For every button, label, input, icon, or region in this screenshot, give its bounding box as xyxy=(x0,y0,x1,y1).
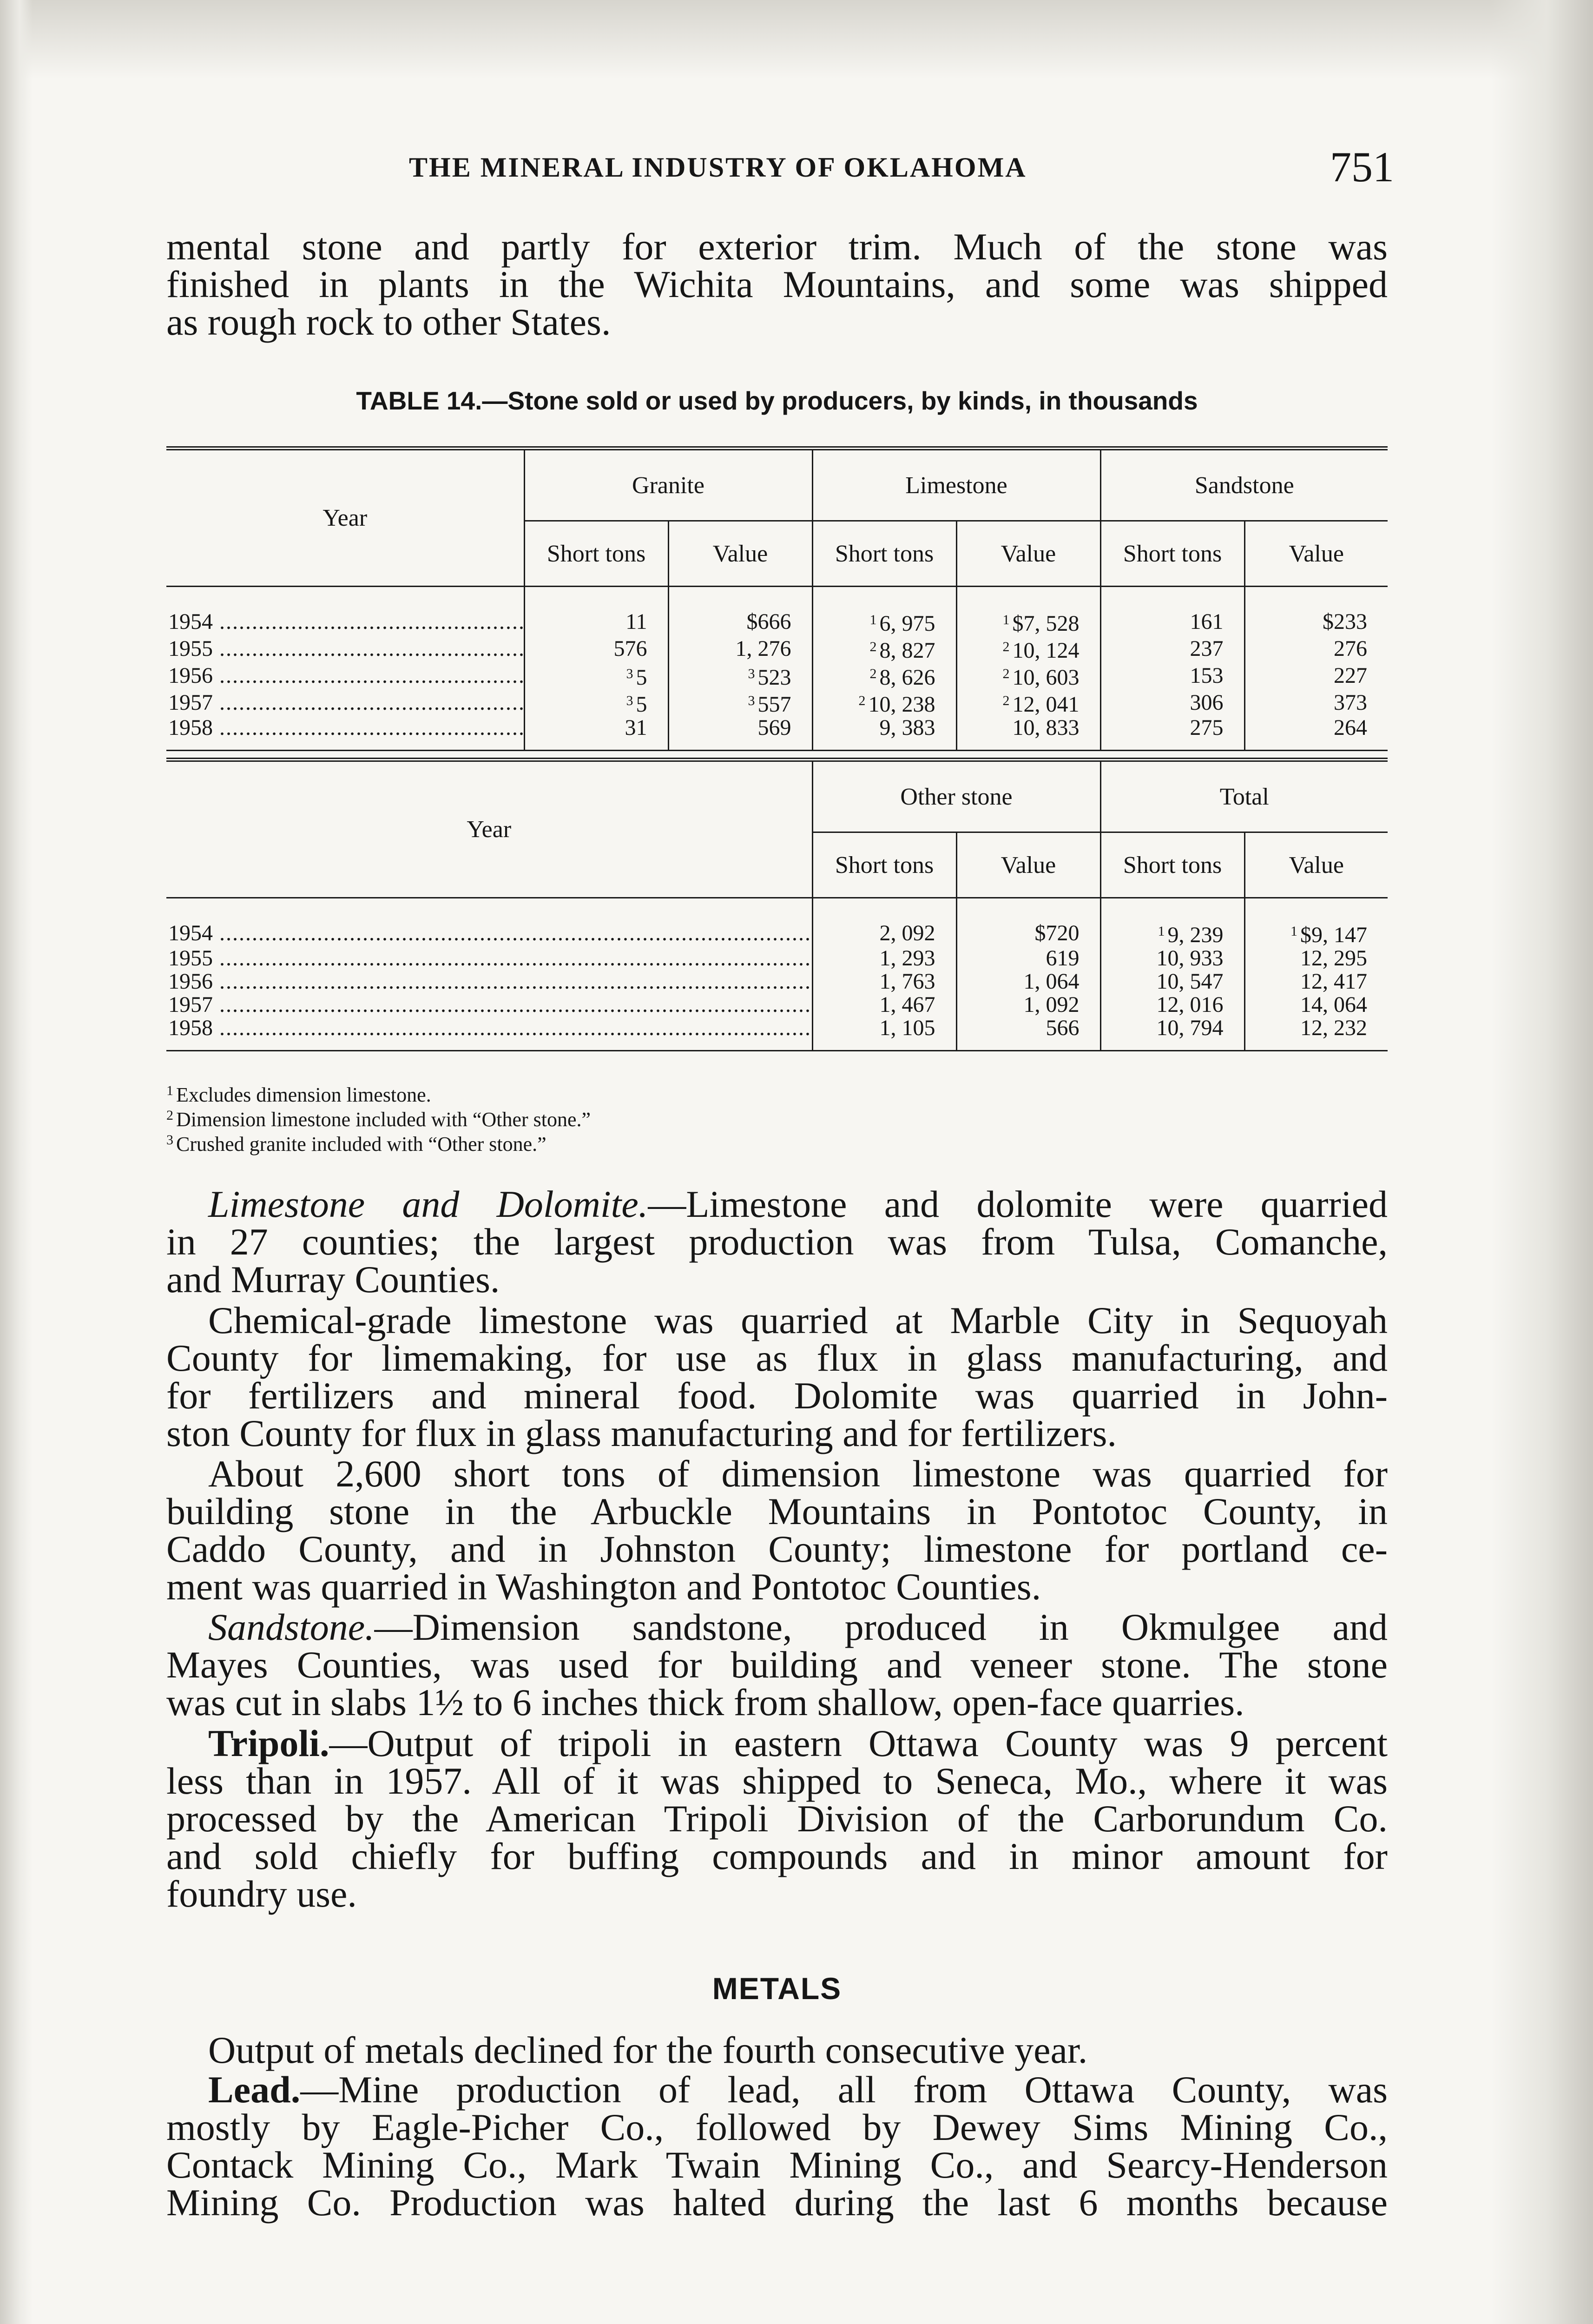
footnote-text: Crushed granite included with “Other stone.” xyxy=(176,1133,546,1155)
value-cell xyxy=(812,947,956,970)
run-in-heading: Tripoli. xyxy=(208,1722,329,1764)
page-left-edge-shadow xyxy=(0,0,33,2324)
value-cell xyxy=(956,716,1100,751)
footnote-ref: 2 xyxy=(858,693,866,708)
group-header-granite: Granite xyxy=(524,449,812,521)
value-cell xyxy=(812,635,956,662)
page-top-shadow xyxy=(0,0,1593,79)
value-cell xyxy=(956,662,1100,689)
cell-value: 1, 293 xyxy=(879,946,935,971)
text-fragment: —Output of tripoli in eastern Ottawa County was 9 percent xyxy=(329,1722,1388,1764)
value-cell xyxy=(812,716,956,751)
cell-value: 161 xyxy=(1190,609,1224,634)
text-line: County for limemaking, for use as flux in glass manufacturing, and xyxy=(166,1337,1388,1379)
value-cell xyxy=(956,947,1100,970)
text-line: Output of metals declined for the fourth consecutive year. xyxy=(208,2029,1088,2071)
value-cell xyxy=(812,587,956,636)
year-cell: 1954 ..... xyxy=(166,587,524,636)
table-row xyxy=(166,1017,1388,1051)
year-cell: 1956 ..... xyxy=(166,970,812,993)
table-row xyxy=(166,947,1388,970)
value-cell xyxy=(668,662,812,689)
text-line: building stone in the Arbuckle Mountains in Pontotoc County, in xyxy=(166,1490,1388,1532)
table-footnotes xyxy=(166,1081,591,1155)
value-cell xyxy=(1100,689,1244,716)
text-fragment: —Limestone and dolomite were quarried xyxy=(648,1183,1388,1225)
year-cell: 1957 ..... xyxy=(166,689,524,716)
table-row xyxy=(166,970,1388,993)
table-row xyxy=(166,587,1388,636)
value-cell xyxy=(812,662,956,689)
run-in-heading: Limestone and Dolomite. xyxy=(208,1183,648,1225)
cell-value: $233 xyxy=(1323,609,1368,634)
value-cell xyxy=(668,587,812,636)
cell-value: 9, 239 xyxy=(1167,923,1224,947)
cell-value: $9, 147 xyxy=(1300,923,1368,947)
year-cell: 1954 ..... xyxy=(166,898,812,947)
column-header: Short tons xyxy=(812,832,956,898)
text-line xyxy=(166,1185,1388,1223)
text-line: finished in plants in the Wichita Mountains, and some was shipped xyxy=(166,263,1388,305)
column-header: Value xyxy=(1244,832,1388,898)
group-header-other-stone: Other stone xyxy=(812,760,1100,832)
footnote-text: Dimension limestone included with “Other stone.” xyxy=(176,1108,591,1131)
column-header: Short tons xyxy=(1100,521,1244,587)
column-header: Value xyxy=(1244,521,1388,587)
text-line: About 2,600 short tons of dimension limestone was quarried for xyxy=(208,1452,1388,1495)
column-header: Value xyxy=(956,521,1100,587)
value-cell xyxy=(812,993,956,1017)
value-cell xyxy=(1244,587,1388,636)
value-cell xyxy=(1100,993,1244,1017)
sandstone-paragraph xyxy=(166,1608,1388,1721)
footnote-ref: 3 xyxy=(626,666,633,681)
cell-value: 10, 238 xyxy=(868,692,935,717)
page-number: 751 xyxy=(1330,143,1394,191)
table-row xyxy=(166,716,1388,751)
cell-value: 1, 276 xyxy=(735,636,791,661)
footnote-ref: 1 xyxy=(1158,924,1165,939)
year-header: Year xyxy=(166,760,812,898)
text-line: less than in 1957. All of it was shipped to Seneca, Mo., where it was xyxy=(166,1760,1388,1802)
value-cell xyxy=(524,635,668,662)
value-cell xyxy=(956,898,1100,947)
text-line: foundry use. xyxy=(166,1873,357,1915)
value-cell xyxy=(956,635,1100,662)
metals-heading: METALS xyxy=(712,1971,842,2006)
cell-value: 264 xyxy=(1334,715,1368,740)
cell-value: 1, 092 xyxy=(1023,992,1080,1017)
value-cell xyxy=(1244,993,1388,1017)
run-in-heading: Lead. xyxy=(208,2068,301,2111)
cell-value: 306 xyxy=(1190,690,1224,715)
value-cell xyxy=(956,993,1100,1017)
cell-value: 557 xyxy=(757,692,791,717)
cell-value: 6, 975 xyxy=(879,611,935,636)
text-line: ment was quarried in Washington and Pontotoc Counties. xyxy=(166,1565,1041,1608)
cell-value: 237 xyxy=(1190,636,1224,661)
value-cell xyxy=(1100,587,1244,636)
value-cell xyxy=(812,1017,956,1051)
lead-paragraph xyxy=(166,2068,1388,2224)
table-caption: TABLE 14.—Stone sold or used by producers, by kinds, in thousands xyxy=(356,386,1198,415)
group-header-total: Total xyxy=(1100,760,1388,832)
value-cell xyxy=(812,970,956,993)
footnote-ref: 1 xyxy=(869,612,877,627)
cell-value: 10, 833 xyxy=(1012,715,1080,740)
value-cell xyxy=(1100,898,1244,947)
value-cell xyxy=(524,662,668,689)
cell-value: 11 xyxy=(625,609,647,634)
footnote-mark: 2 xyxy=(166,1108,173,1123)
text-line xyxy=(166,1608,1388,1646)
table-row xyxy=(166,993,1388,1017)
cell-value: 1, 105 xyxy=(879,1016,935,1040)
value-cell xyxy=(668,635,812,662)
table-row xyxy=(166,662,1388,689)
cell-value: 10, 794 xyxy=(1156,1016,1224,1040)
text-line: Caddo County, and in Johnston County; limestone for portland ce- xyxy=(166,1528,1388,1570)
cell-value: 12, 417 xyxy=(1300,969,1368,994)
text-line xyxy=(166,2068,1388,2111)
footnote xyxy=(166,1105,591,1130)
column-header: Value xyxy=(956,832,1100,898)
text-line: processed by the American Tripoli Division of the Carborundum Co. xyxy=(166,1797,1388,1840)
footnote-ref: 2 xyxy=(1002,693,1010,708)
text-line: mental stone and partly for exterior trim. Much of the stone was xyxy=(166,225,1388,268)
year-cell: 1958 ..... xyxy=(166,716,524,751)
value-cell xyxy=(1244,1017,1388,1051)
footnote-ref: 2 xyxy=(869,666,877,681)
cell-value: 12, 232 xyxy=(1300,1016,1368,1040)
value-cell xyxy=(668,716,812,751)
chemical-grade-paragraph xyxy=(166,1301,1388,1452)
value-cell xyxy=(1100,716,1244,751)
value-cell xyxy=(1100,970,1244,993)
run-in-heading: Sandstone. xyxy=(208,1606,375,1648)
value-cell xyxy=(524,587,668,636)
cell-value: 619 xyxy=(1046,946,1080,971)
year-cell: 1955 ..... xyxy=(166,635,524,662)
cell-value: 10, 124 xyxy=(1012,638,1080,663)
footnote-ref: 3 xyxy=(748,666,755,681)
footnote-ref: 2 xyxy=(1002,639,1010,654)
cell-value: 569 xyxy=(757,715,791,740)
cell-value: 31 xyxy=(625,715,647,740)
value-cell xyxy=(812,898,956,947)
footnote-mark: 1 xyxy=(166,1083,173,1098)
cell-value: 275 xyxy=(1190,715,1224,740)
value-cell xyxy=(524,689,668,716)
footnote xyxy=(166,1081,591,1105)
running-title: THE MINERAL INDUSTRY OF OKLAHOMA xyxy=(409,152,1027,183)
cell-value: 1, 467 xyxy=(879,992,935,1017)
text-line: for fertilizers and mineral food. Dolomite was quarried in John- xyxy=(166,1374,1388,1417)
value-cell xyxy=(524,716,668,751)
tripoli-paragraph xyxy=(166,1724,1388,1913)
stone-table-part2 xyxy=(166,758,1388,1051)
value-cell xyxy=(1244,716,1388,751)
cell-value: $720 xyxy=(1034,921,1080,945)
text-line: Chemical-grade limestone was quarried at Marble City in Sequoyah xyxy=(208,1299,1388,1341)
value-cell xyxy=(1244,970,1388,993)
cell-value: 8, 626 xyxy=(879,665,935,690)
cell-value: 1, 064 xyxy=(1023,969,1080,994)
cell-value: 153 xyxy=(1190,663,1224,688)
year-header: Year xyxy=(166,449,524,587)
page-right-edge-shadow xyxy=(1491,0,1593,2324)
value-cell xyxy=(1244,662,1388,689)
footnote-ref: 2 xyxy=(1002,666,1010,681)
year-cell: 1957 ..... xyxy=(166,993,812,1017)
text-line xyxy=(166,1724,1388,1762)
text-line: in 27 counties; the largest production was from Tulsa, Comanche, xyxy=(166,1221,1388,1263)
group-header-limestone: Limestone xyxy=(812,449,1100,521)
cell-value: 5 xyxy=(636,665,647,690)
value-cell xyxy=(956,689,1100,716)
footnote xyxy=(166,1130,591,1155)
footnote-ref: 1 xyxy=(1290,924,1298,939)
cell-value: 373 xyxy=(1334,690,1368,715)
column-header: Value xyxy=(668,521,812,587)
value-cell xyxy=(956,587,1100,636)
footnote-text: Excludes dimension limestone. xyxy=(176,1083,431,1106)
cell-value: 227 xyxy=(1334,663,1368,688)
cell-value: $666 xyxy=(746,609,791,634)
cell-value: 10, 933 xyxy=(1156,946,1224,971)
cell-value: 12, 016 xyxy=(1156,992,1224,1017)
cell-value: 8, 827 xyxy=(879,638,935,663)
cell-value: 12, 295 xyxy=(1300,946,1368,971)
table-body xyxy=(166,587,1388,751)
value-cell xyxy=(812,689,956,716)
value-cell xyxy=(956,1017,1100,1051)
intro-paragraph xyxy=(166,225,1388,343)
year-cell: 1958 ..... xyxy=(166,1017,812,1051)
text-line: was cut in slabs 1½ to 6 inches thick from shallow, open-face quarries. xyxy=(166,1681,1244,1723)
cell-value: 576 xyxy=(613,636,647,661)
value-cell xyxy=(956,970,1100,993)
value-cell xyxy=(1100,635,1244,662)
column-header: Short tons xyxy=(524,521,668,587)
text-line: mostly by Eagle-Picher Co., followed by Dewey Sims Mining Co., xyxy=(166,2106,1388,2148)
value-cell xyxy=(1100,662,1244,689)
group-header-sandstone: Sandstone xyxy=(1100,449,1388,521)
running-head xyxy=(167,143,1394,191)
text-line: Mining Co. Production was halted during the last 6 months because xyxy=(166,2181,1388,2224)
column-header: Short tons xyxy=(1100,832,1244,898)
cell-value: 1, 763 xyxy=(879,969,935,994)
footnote-mark: 3 xyxy=(166,1132,173,1148)
table-body xyxy=(166,898,1388,1051)
text-line: as rough rock to other States. xyxy=(166,301,611,343)
cell-value: 276 xyxy=(1334,636,1368,661)
value-cell xyxy=(1244,689,1388,716)
text-fragment: —Dimension sandstone, produced in Okmulgee and xyxy=(374,1606,1388,1648)
cell-value: 9, 383 xyxy=(879,715,935,740)
metals-intro-paragraph xyxy=(166,2031,1388,2069)
text-line: Mayes Counties, was used for building and veneer stone. The stone xyxy=(166,1644,1388,1686)
value-cell xyxy=(668,689,812,716)
footnote-ref: 3 xyxy=(748,693,755,708)
text-line: Contack Mining Co., Mark Twain Mining Co., and Searcy-Henderson xyxy=(166,2144,1388,2186)
stone-table-part1 xyxy=(166,446,1388,751)
year-cell: 1956 ..... xyxy=(166,662,524,689)
cell-value: $7, 528 xyxy=(1012,611,1080,636)
cell-value: 10, 603 xyxy=(1012,665,1080,690)
text-line: and sold chiefly for buffing compounds and in minor amount for xyxy=(166,1835,1388,1877)
cell-value: 5 xyxy=(636,692,647,717)
dimension-limestone-paragraph xyxy=(166,1452,1388,1608)
cell-value: 14, 064 xyxy=(1300,992,1368,1017)
table-row xyxy=(166,689,1388,716)
footnote-ref: 2 xyxy=(869,639,877,654)
value-cell xyxy=(1244,898,1388,947)
table-row xyxy=(166,635,1388,662)
text-line: ston County for flux in glass manufacturing and for fertilizers. xyxy=(166,1412,1117,1454)
cell-value: 566 xyxy=(1046,1016,1080,1040)
column-header: Short tons xyxy=(812,521,956,587)
value-cell xyxy=(1100,947,1244,970)
cell-value: 12, 041 xyxy=(1012,692,1080,717)
text-line: and Murray Counties. xyxy=(166,1258,500,1301)
value-cell xyxy=(1100,1017,1244,1051)
value-cell xyxy=(1244,635,1388,662)
value-cell xyxy=(1244,947,1388,970)
limestone-paragraph xyxy=(166,1183,1388,1301)
cell-value: 2, 092 xyxy=(879,921,935,945)
text-fragment: —Mine production of lead, all from Ottawa County, was xyxy=(300,2068,1388,2111)
footnote-ref: 1 xyxy=(1002,612,1010,627)
cell-value: 523 xyxy=(757,665,791,690)
cell-value: 10, 547 xyxy=(1156,969,1224,994)
footnote-ref: 3 xyxy=(626,693,633,708)
year-cell: 1955 ..... xyxy=(166,947,812,970)
table-row xyxy=(166,898,1388,947)
